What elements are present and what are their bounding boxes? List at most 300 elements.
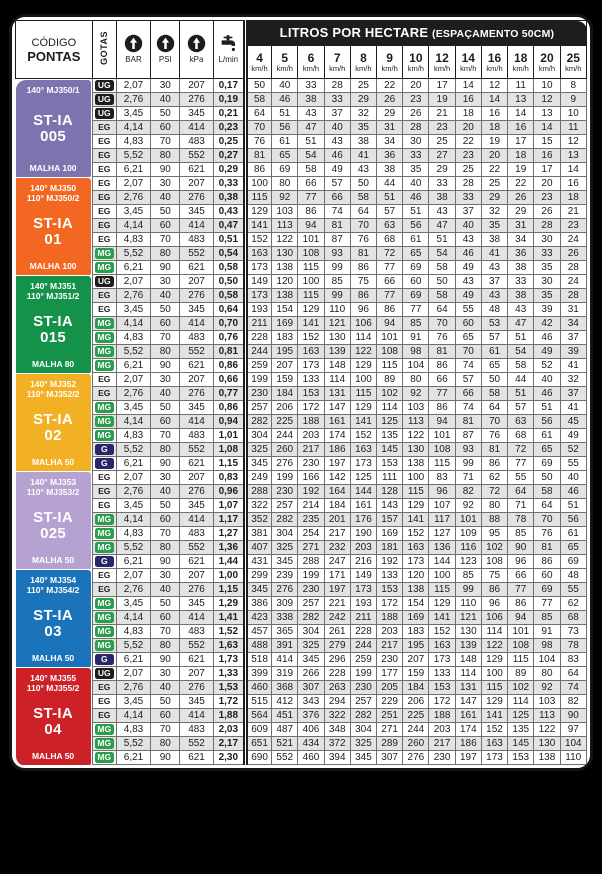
lmin-value-cell: 1,72 <box>213 695 245 709</box>
flow-value-cell-12kmh: 100 <box>429 569 455 583</box>
flow-value-cell-7kmh: 201 <box>324 513 350 527</box>
flow-value-cell-8kmh: 129 <box>350 359 376 373</box>
bar-value-cell: 3,45 <box>116 695 150 709</box>
flow-value-cell-8kmh: 244 <box>350 639 376 653</box>
flow-value-cell-18kmh: 71 <box>508 499 534 513</box>
bar-value-cell: 2,76 <box>116 387 150 401</box>
speed-header-10kmh: 10 km/h <box>403 46 429 79</box>
nozzle-series-label: ST-IA 005 <box>33 111 73 145</box>
lmin-value-cell: 0,25 <box>213 135 245 149</box>
psi-value-cell: 70 <box>151 331 180 345</box>
gotas-badge-G: G <box>95 654 114 665</box>
flow-value-cell-8kmh: 230 <box>350 681 376 695</box>
gotas-label: GOTAS <box>99 30 110 65</box>
flow-value-cell-10kmh: 69 <box>403 289 429 303</box>
flow-value-cell-7kmh: 99 <box>324 289 350 303</box>
flow-value-cell-5kmh: 138 <box>272 289 298 303</box>
nozzle-group-sidebar <box>16 667 93 765</box>
flow-value-cell-9kmh: 188 <box>377 611 403 625</box>
flow-value-cell-9kmh: 44 <box>377 177 403 191</box>
flow-value-cell-18kmh: 101 <box>508 625 534 639</box>
flow-value-cell-25kmh: 21 <box>560 205 586 219</box>
nozzle-flow-rate-table-card <box>9 14 593 771</box>
flow-value-cell-4kmh: 163 <box>245 247 271 261</box>
flow-value-cell-20kmh: 12 <box>534 93 560 107</box>
table-row <box>16 317 587 331</box>
flow-value-cell-12kmh: 77 <box>429 387 455 401</box>
bar-value-cell: 4,83 <box>116 135 150 149</box>
flow-value-cell-10kmh: 33 <box>403 149 429 163</box>
flow-value-cell-18kmh: 94 <box>508 611 534 625</box>
gotas-cell <box>92 513 116 527</box>
flow-value-cell-7kmh: 81 <box>324 219 350 233</box>
flow-value-cell-14kmh: 46 <box>455 247 481 261</box>
psi-value-cell: 90 <box>151 261 180 275</box>
flow-value-cell-5kmh: 206 <box>272 401 298 415</box>
kpa-value-cell: 207 <box>180 471 213 485</box>
nozzle-group-block <box>16 178 91 275</box>
flow-value-cell-8kmh: 64 <box>350 205 376 219</box>
gotas-cell <box>92 639 116 653</box>
bar-value-cell: 4,14 <box>116 121 150 135</box>
gotas-badge-EG: EG <box>98 121 111 132</box>
table-row <box>16 527 587 541</box>
flow-value-cell-12kmh: 23 <box>429 121 455 135</box>
flow-value-cell-16kmh: 37 <box>481 275 507 289</box>
speed-header-18kmh: 18 km/h <box>508 46 534 79</box>
flow-value-cell-14kmh: 148 <box>455 653 481 667</box>
flow-value-cell-4kmh: 609 <box>245 723 271 737</box>
kpa-value-cell: 552 <box>180 639 213 653</box>
flow-value-cell-4kmh: 299 <box>245 569 271 583</box>
psi-value-cell: 80 <box>151 149 180 163</box>
nozzle-series-label: ST-IA 04 <box>33 704 73 738</box>
psi-value-cell: 70 <box>151 233 180 247</box>
flow-value-cell-14kmh: 85 <box>455 569 481 583</box>
flow-value-cell-20kmh: 80 <box>534 667 560 681</box>
flow-value-cell-25kmh: 32 <box>560 373 586 387</box>
flow-value-cell-12kmh: 43 <box>429 205 455 219</box>
flow-value-cell-14kmh: 87 <box>455 429 481 443</box>
flow-value-cell-20kmh: 28 <box>534 219 560 233</box>
flow-value-cell-25kmh: 37 <box>560 387 586 401</box>
lmin-column-header <box>213 21 245 79</box>
flow-value-cell-25kmh: 48 <box>560 569 586 583</box>
malha-label: MALHA 80 <box>31 358 75 369</box>
gotas-cell <box>92 541 116 555</box>
flow-value-cell-25kmh: 73 <box>560 625 586 639</box>
flow-value-cell-25kmh: 90 <box>560 709 586 723</box>
flow-value-cell-6kmh: 304 <box>298 625 324 639</box>
psi-value-cell: 80 <box>151 737 180 751</box>
gotas-cell <box>92 135 116 149</box>
flow-value-cell-10kmh: 141 <box>403 513 429 527</box>
psi-value-cell: 90 <box>151 457 180 471</box>
flow-value-cell-14kmh: 110 <box>455 597 481 611</box>
flow-value-cell-6kmh: 188 <box>298 415 324 429</box>
flow-value-cell-10kmh: 159 <box>403 667 429 681</box>
flow-value-cell-14kmh: 43 <box>455 233 481 247</box>
lmin-value-cell: 0,19 <box>213 93 245 107</box>
flow-value-cell-25kmh: 8 <box>560 79 586 93</box>
table-row <box>16 107 587 121</box>
flow-value-cell-20kmh: 33 <box>534 247 560 261</box>
flow-value-cell-20kmh: 46 <box>534 387 560 401</box>
flow-value-cell-16kmh: 50 <box>481 373 507 387</box>
flow-value-cell-18kmh: 17 <box>508 135 534 149</box>
flow-value-cell-14kmh: 130 <box>455 625 481 639</box>
flow-value-cell-6kmh: 199 <box>298 569 324 583</box>
flow-value-cell-10kmh: 276 <box>403 751 429 765</box>
flow-value-cell-9kmh: 108 <box>377 345 403 359</box>
flow-value-cell-25kmh: 51 <box>560 499 586 513</box>
flow-value-cell-12kmh: 17 <box>429 79 455 93</box>
gotas-cell <box>92 457 116 471</box>
flow-value-cell-5kmh: 345 <box>272 555 298 569</box>
psi-value-cell: 40 <box>151 583 180 597</box>
flow-value-cell-5kmh: 257 <box>272 499 298 513</box>
lmin-value-cell: 0,50 <box>213 275 245 289</box>
gotas-cell <box>92 555 116 569</box>
psi-value-cell: 80 <box>151 247 180 261</box>
flow-value-cell-8kmh: 50 <box>350 177 376 191</box>
flow-value-cell-12kmh: 188 <box>429 709 455 723</box>
flow-value-cell-10kmh: 184 <box>403 681 429 695</box>
flow-value-cell-16kmh: 41 <box>481 247 507 261</box>
flow-value-cell-4kmh: 173 <box>245 261 271 275</box>
psi-value-cell: 90 <box>151 163 180 177</box>
lmin-label: L/min <box>218 55 239 64</box>
nozzle-group-block <box>16 472 91 569</box>
flow-value-cell-4kmh: 488 <box>245 639 271 653</box>
flow-value-cell-18kmh: 11 <box>508 79 534 93</box>
flow-value-cell-4kmh: 690 <box>245 751 271 765</box>
gotas-badge-MG: MG <box>95 752 114 763</box>
table-body <box>16 79 587 765</box>
flow-value-cell-10kmh: 77 <box>403 303 429 317</box>
flow-value-cell-6kmh: 288 <box>298 555 324 569</box>
table-row <box>16 303 587 317</box>
flow-value-cell-6kmh: 43 <box>298 107 324 121</box>
kpa-value-cell: 621 <box>180 555 213 569</box>
flow-value-cell-16kmh: 173 <box>481 751 507 765</box>
flow-value-cell-5kmh: 365 <box>272 625 298 639</box>
flow-value-cell-20kmh: 15 <box>534 135 560 149</box>
gotas-cell <box>92 499 116 513</box>
flow-value-cell-9kmh: 66 <box>377 275 403 289</box>
flow-value-cell-10kmh: 206 <box>403 695 429 709</box>
flow-value-cell-7kmh: 142 <box>324 471 350 485</box>
flow-value-cell-6kmh: 214 <box>298 499 324 513</box>
flow-value-cell-16kmh: 18 <box>481 121 507 135</box>
psi-value-cell: 70 <box>151 429 180 443</box>
flow-value-cell-9kmh: 34 <box>377 135 403 149</box>
flow-value-cell-9kmh: 31 <box>377 121 403 135</box>
kpa-value-cell: 276 <box>180 583 213 597</box>
flow-value-cell-14kmh: 65 <box>455 331 481 345</box>
flow-value-cell-16kmh: 64 <box>481 401 507 415</box>
flow-value-cell-8kmh: 115 <box>350 387 376 401</box>
kpa-value-cell: 276 <box>180 681 213 695</box>
flow-value-cell-12kmh: 94 <box>429 415 455 429</box>
flow-value-cell-8kmh: 149 <box>350 569 376 583</box>
flow-value-cell-20kmh: 52 <box>534 359 560 373</box>
flow-value-cell-8kmh: 161 <box>350 499 376 513</box>
flow-value-cell-20kmh: 76 <box>534 527 560 541</box>
nozzle-model-label: 140° MJ351 110° MJ351/2 <box>26 280 80 301</box>
flow-value-cell-7kmh: 221 <box>324 597 350 611</box>
flow-value-cell-5kmh: 195 <box>272 345 298 359</box>
flow-value-cell-12kmh: 96 <box>429 485 455 499</box>
flow-value-cell-14kmh: 186 <box>455 737 481 751</box>
flow-value-cell-5kmh: 130 <box>272 247 298 261</box>
flow-value-cell-5kmh: 309 <box>272 597 298 611</box>
flow-value-cell-6kmh: 307 <box>298 681 324 695</box>
flow-value-cell-6kmh: 266 <box>298 667 324 681</box>
flow-value-cell-6kmh: 257 <box>298 597 324 611</box>
flow-value-cell-18kmh: 63 <box>508 415 534 429</box>
bar-value-cell: 2,07 <box>116 79 150 93</box>
flow-value-cell-5kmh: 225 <box>272 415 298 429</box>
flow-value-cell-5kmh: 120 <box>272 275 298 289</box>
flow-value-cell-25kmh: 104 <box>560 737 586 751</box>
malha-label: MALHA 100 <box>29 260 77 271</box>
flow-value-cell-14kmh: 131 <box>455 681 481 695</box>
flow-value-cell-18kmh: 57 <box>508 401 534 415</box>
bar-value-cell: 3,45 <box>116 303 150 317</box>
flow-value-cell-14kmh: 23 <box>455 149 481 163</box>
flow-value-cell-20kmh: 16 <box>534 149 560 163</box>
flow-value-cell-12kmh: 115 <box>429 457 455 471</box>
flow-value-cell-10kmh: 138 <box>403 457 429 471</box>
flow-value-cell-5kmh: 51 <box>272 107 298 121</box>
flow-value-cell-20kmh: 13 <box>534 107 560 121</box>
gotas-badge-MG: MG <box>95 262 114 273</box>
flow-value-cell-8kmh: 38 <box>350 135 376 149</box>
nozzle-group-sidebar <box>16 471 93 569</box>
flow-value-cell-4kmh: 228 <box>245 331 271 345</box>
table-row <box>16 667 587 681</box>
flow-value-cell-5kmh: 138 <box>272 261 298 275</box>
flow-value-cell-14kmh: 101 <box>455 513 481 527</box>
flow-value-cell-9kmh: 86 <box>377 303 403 317</box>
flow-value-cell-25kmh: 64 <box>560 667 586 681</box>
flow-value-cell-16kmh: 152 <box>481 723 507 737</box>
flow-value-cell-20kmh: 23 <box>534 191 560 205</box>
lmin-value-cell: 1,44 <box>213 555 245 569</box>
table-row <box>16 555 587 569</box>
flow-value-cell-8kmh: 81 <box>350 247 376 261</box>
flow-value-cell-20kmh: 81 <box>534 541 560 555</box>
gotas-badge-MG: MG <box>95 332 114 343</box>
flow-value-cell-5kmh: 69 <box>272 163 298 177</box>
flow-value-cell-18kmh: 114 <box>508 695 534 709</box>
lmin-value-cell: 1,08 <box>213 443 245 457</box>
flow-value-cell-20kmh: 65 <box>534 443 560 457</box>
flow-value-cell-5kmh: 159 <box>272 373 298 387</box>
flow-value-cell-20kmh: 70 <box>534 513 560 527</box>
pontas-label: PONTAS <box>27 48 81 64</box>
lmin-value-cell: 0,81 <box>213 345 245 359</box>
flow-value-cell-6kmh: 325 <box>298 639 324 653</box>
gotas-cell <box>92 653 116 667</box>
flow-value-cell-18kmh: 77 <box>508 583 534 597</box>
flow-value-cell-4kmh: 70 <box>245 121 271 135</box>
lmin-value-cell: 1,27 <box>213 527 245 541</box>
flow-value-cell-4kmh: 199 <box>245 373 271 387</box>
flow-value-cell-7kmh: 164 <box>324 485 350 499</box>
kpa-value-cell: 345 <box>180 695 213 709</box>
flow-value-cell-16kmh: 58 <box>481 387 507 401</box>
flow-value-cell-10kmh: 92 <box>403 387 429 401</box>
flow-value-cell-18kmh: 51 <box>508 331 534 345</box>
flow-value-cell-7kmh: 261 <box>324 625 350 639</box>
bar-value-cell: 4,14 <box>116 219 150 233</box>
lmin-value-cell: 1,36 <box>213 541 245 555</box>
flow-value-cell-18kmh: 54 <box>508 345 534 359</box>
flow-value-cell-18kmh: 34 <box>508 233 534 247</box>
kpa-value-cell: 276 <box>180 191 213 205</box>
flow-value-cell-20kmh: 85 <box>534 611 560 625</box>
flow-value-cell-6kmh: 460 <box>298 751 324 765</box>
gotas-badge-EG: EG <box>98 485 111 496</box>
gotas-cell <box>92 415 116 429</box>
flow-value-cell-12kmh: 152 <box>429 625 455 639</box>
litros-subtitle: (ESPAÇAMENTO 50CM) <box>432 27 555 40</box>
flow-value-cell-7kmh: 85 <box>324 275 350 289</box>
flow-value-cell-14kmh: 92 <box>455 499 481 513</box>
gotas-cell <box>92 597 116 611</box>
table-row <box>16 513 587 527</box>
flow-value-cell-18kmh: 16 <box>508 121 534 135</box>
flow-value-cell-8kmh: 199 <box>350 667 376 681</box>
kpa-value-cell: 276 <box>180 93 213 107</box>
flow-value-cell-6kmh: 172 <box>298 401 324 415</box>
flow-value-cell-8kmh: 228 <box>350 625 376 639</box>
flow-value-cell-12kmh: 86 <box>429 359 455 373</box>
flow-value-cell-8kmh: 29 <box>350 93 376 107</box>
malha-label: MALHA 50 <box>31 750 75 761</box>
lmin-value-cell: 1,15 <box>213 457 245 471</box>
flow-value-cell-5kmh: 113 <box>272 219 298 233</box>
psi-label: PSI <box>158 55 172 64</box>
flow-value-cell-18kmh: 115 <box>508 653 534 667</box>
flow-value-cell-6kmh: 58 <box>298 163 324 177</box>
flow-value-cell-25kmh: 97 <box>560 723 586 737</box>
psi-value-cell: 50 <box>151 597 180 611</box>
flow-value-cell-16kmh: 86 <box>481 457 507 471</box>
table-row <box>16 471 587 485</box>
lmin-value-cell: 0,86 <box>213 401 245 415</box>
flow-value-cell-16kmh: 129 <box>481 653 507 667</box>
bar-value-cell: 6,21 <box>116 555 150 569</box>
flow-value-cell-9kmh: 125 <box>377 415 403 429</box>
lmin-value-cell: 0,38 <box>213 191 245 205</box>
flow-value-cell-14kmh: 99 <box>455 457 481 471</box>
flow-value-cell-4kmh: 58 <box>245 93 271 107</box>
bar-value-cell: 6,21 <box>116 751 150 765</box>
flow-value-cell-12kmh: 127 <box>429 527 455 541</box>
flow-value-cell-8kmh: 106 <box>350 317 376 331</box>
flow-value-cell-12kmh: 203 <box>429 723 455 737</box>
flow-value-cell-6kmh: 153 <box>298 387 324 401</box>
flow-value-cell-7kmh: 93 <box>324 247 350 261</box>
flow-value-cell-10kmh: 98 <box>403 345 429 359</box>
flow-value-cell-9kmh: 36 <box>377 149 403 163</box>
bar-value-cell: 2,07 <box>116 569 150 583</box>
flow-value-cell-12kmh: 101 <box>429 429 455 443</box>
flow-value-cell-14kmh: 114 <box>455 667 481 681</box>
nozzle-series-label: ST-IA 015 <box>33 312 73 346</box>
table-row <box>16 149 587 163</box>
gotas-cell <box>92 163 116 177</box>
gotas-badge-EG: EG <box>98 191 111 202</box>
bar-value-cell: 4,14 <box>116 709 150 723</box>
flow-value-cell-18kmh: 29 <box>508 205 534 219</box>
flow-value-cell-6kmh: 203 <box>298 429 324 443</box>
flow-value-cell-4kmh: 651 <box>245 737 271 751</box>
gotas-cell <box>92 737 116 751</box>
flow-value-cell-7kmh: 186 <box>324 443 350 457</box>
gotas-badge-MG: MG <box>95 430 114 441</box>
table-row <box>16 569 587 583</box>
flow-value-cell-8kmh: 32 <box>350 107 376 121</box>
flow-value-cell-6kmh: 33 <box>298 79 324 93</box>
gotas-cell <box>92 359 116 373</box>
flow-value-cell-18kmh: 19 <box>508 163 534 177</box>
psi-value-cell: 60 <box>151 317 180 331</box>
flow-value-cell-8kmh: 257 <box>350 695 376 709</box>
kpa-value-cell: 207 <box>180 177 213 191</box>
nozzle-group-sidebar <box>16 373 93 471</box>
flow-value-cell-5kmh: 521 <box>272 737 298 751</box>
flow-value-cell-20kmh: 56 <box>534 415 560 429</box>
psi-value-cell: 30 <box>151 569 180 583</box>
flow-value-cell-7kmh: 296 <box>324 653 350 667</box>
kpa-value-cell: 207 <box>180 275 213 289</box>
psi-value-cell: 80 <box>151 345 180 359</box>
kpa-value-cell: 207 <box>180 569 213 583</box>
lmin-value-cell: 0,47 <box>213 219 245 233</box>
flow-value-cell-9kmh: 72 <box>377 247 403 261</box>
psi-value-cell: 50 <box>151 303 180 317</box>
bar-value-cell: 6,21 <box>116 261 150 275</box>
lmin-value-cell: 1,63 <box>213 639 245 653</box>
flow-value-cell-20kmh: 104 <box>534 653 560 667</box>
flow-value-cell-14kmh: 28 <box>455 177 481 191</box>
psi-value-cell: 60 <box>151 513 180 527</box>
gotas-cell <box>92 401 116 415</box>
flow-value-cell-8kmh: 173 <box>350 457 376 471</box>
flow-value-cell-12kmh: 81 <box>429 345 455 359</box>
lmin-value-cell: 0,33 <box>213 177 245 191</box>
flow-value-cell-9kmh: 77 <box>377 289 403 303</box>
flow-value-cell-25kmh: 39 <box>560 345 586 359</box>
flow-value-cell-16kmh: 86 <box>481 583 507 597</box>
flow-value-cell-12kmh: 47 <box>429 219 455 233</box>
lmin-value-cell: 1,88 <box>213 709 245 723</box>
lmin-value-cell: 2,30 <box>213 751 245 765</box>
flow-value-cell-16kmh: 95 <box>481 527 507 541</box>
flow-value-cell-20kmh: 64 <box>534 499 560 513</box>
flow-value-cell-10kmh: 260 <box>403 737 429 751</box>
speed-header-12kmh: 12 km/h <box>429 46 455 79</box>
bar-value-cell: 2,07 <box>116 275 150 289</box>
flow-value-cell-12kmh: 115 <box>429 583 455 597</box>
flow-value-cell-6kmh: 254 <box>298 527 324 541</box>
flow-value-cell-7kmh: 66 <box>324 191 350 205</box>
flow-value-cell-16kmh: 43 <box>481 289 507 303</box>
